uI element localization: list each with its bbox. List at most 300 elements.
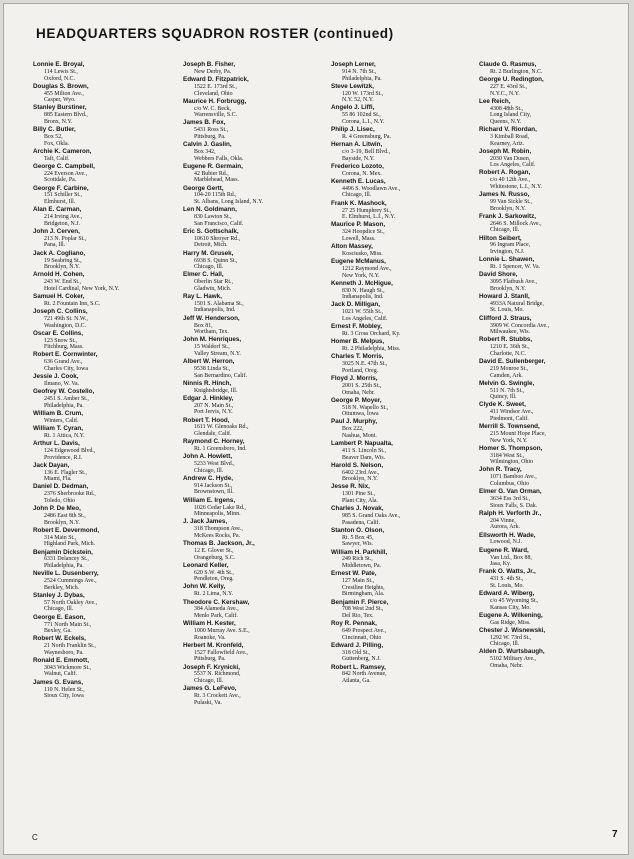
member-address-line: Marblehead, Mass. bbox=[194, 177, 239, 184]
member-address-line: Milwaukee, Wis. bbox=[490, 329, 531, 336]
member-name: Paul J. Murphy, bbox=[331, 418, 378, 426]
member-address-line: 6331 Delancey St., bbox=[44, 556, 89, 563]
member-address-line: 4933A Natural Bridge, bbox=[490, 300, 544, 307]
member-address-line: 3184 West St., bbox=[490, 452, 525, 459]
member-name: Eugene R. Ward, bbox=[479, 546, 529, 554]
member-name: Benjamin F. Pierce, bbox=[331, 598, 389, 606]
member-address-line: Charles City, Iowa bbox=[44, 365, 88, 372]
member-address-line: 1292 W. 73rd St., bbox=[490, 634, 532, 641]
member-address-line: Brownstown, Ill. bbox=[194, 489, 234, 496]
member-address-line: Waynesboro, Pa. bbox=[44, 649, 84, 656]
roster-entry bbox=[331, 104, 439, 125]
roster-entry bbox=[183, 453, 291, 474]
member-address-line: Scottdale, Pa. bbox=[44, 177, 77, 184]
member-address-line: Corona, N. Mex. bbox=[342, 170, 382, 177]
member-address-line: Rt. 2 Lima, N.Y. bbox=[194, 591, 233, 598]
member-address-line: Detroit, Mich. bbox=[194, 242, 228, 249]
member-address-line: Roanoke, Va. bbox=[194, 634, 226, 641]
roster-entry bbox=[183, 163, 291, 184]
roster-entry bbox=[183, 540, 291, 561]
member-name: Billy C. Butler, bbox=[33, 126, 76, 134]
member-address-line: Hotel Cardinal, New York, N.Y. bbox=[44, 285, 120, 292]
roster-entry bbox=[183, 228, 291, 249]
member-address-line: Pittsburg, Pa. bbox=[194, 133, 226, 140]
roster-entry bbox=[479, 61, 587, 76]
roster-entry bbox=[33, 388, 141, 409]
member-address-line: Orangeburg, S.C. bbox=[194, 554, 236, 561]
member-address-line: Camden, Ark. bbox=[490, 372, 523, 379]
member-name: Eugene A. Wilkening, bbox=[479, 611, 543, 619]
member-address-line: 55 86 102nd St., bbox=[342, 112, 381, 119]
member-name: George Gertt, bbox=[183, 184, 224, 192]
member-address-line: Washington, D.C. bbox=[44, 322, 87, 329]
member-address-line: 120 W. 173rd St., bbox=[342, 90, 384, 97]
roster-entry bbox=[479, 612, 587, 627]
roster-entry bbox=[33, 61, 141, 82]
member-address-line: Plant City, Ala. bbox=[342, 497, 378, 504]
member-address-line: Webbers Falls, Okla. bbox=[194, 155, 244, 162]
member-address-line: Box 81, bbox=[194, 322, 213, 329]
member-address-line: Columbus, Ohio bbox=[490, 480, 529, 487]
member-name: Jessie J. Cook, bbox=[33, 373, 79, 381]
member-name: Alden D. Wurtsbaugh, bbox=[479, 648, 545, 656]
member-address-line: Kearney, Ariz. bbox=[490, 140, 525, 147]
member-name: Claude G. Rasmus, bbox=[479, 61, 537, 68]
member-address-line: St. Albans, Long Island, N.Y. bbox=[194, 199, 264, 206]
member-name: Samuel H. Coker, bbox=[33, 292, 85, 300]
page-number: 7 bbox=[612, 829, 618, 840]
roster-entry bbox=[33, 679, 141, 700]
member-name: Theodore C. Kershaw, bbox=[183, 598, 250, 606]
member-address-line: Pana, Ill. bbox=[44, 242, 66, 249]
member-address-line: Glendale, Calif. bbox=[194, 431, 232, 437]
member-address-line: Chicago, Ill. bbox=[194, 678, 224, 685]
member-address-line: 2001 S. 25th St., bbox=[342, 382, 382, 389]
member-address-line: Philadelphia, Pa. bbox=[44, 402, 84, 409]
roster-entry bbox=[183, 518, 291, 539]
member-name: Douglas S. Brown, bbox=[33, 82, 89, 90]
member-name: Charles J. Novak, bbox=[331, 505, 384, 513]
member-address-line: 136 E. Flagler St., bbox=[44, 469, 87, 476]
member-address-line: Los Angeles, Calif. bbox=[342, 315, 388, 322]
roster-entry bbox=[33, 425, 141, 440]
member-address-line: Van Ltd., Box 88, bbox=[490, 554, 532, 561]
member-name: William H. Parkhill, bbox=[331, 548, 388, 556]
member-address-line: 2451 S. Amber St., bbox=[44, 396, 89, 403]
roster-entry bbox=[479, 423, 587, 444]
member-name: Eric S. Gottschalk, bbox=[183, 227, 239, 235]
member-name: Len N. Goldmann, bbox=[183, 206, 237, 214]
roster-entry bbox=[183, 76, 291, 97]
roster-entry bbox=[33, 635, 141, 656]
member-address-line: 1527 Fallowfield Ave., bbox=[194, 649, 248, 656]
member-address-line: Bexley, Ga. bbox=[44, 628, 72, 635]
member-address-line: 1026 Cedar Lake Rd., bbox=[194, 504, 246, 511]
roster-entry bbox=[33, 505, 141, 526]
member-address-line: Charlotte, N.C. bbox=[490, 350, 526, 357]
member-name: Arthur L. Davis, bbox=[33, 440, 80, 448]
member-address-line: Del Rio, Tex. bbox=[342, 613, 374, 619]
member-address-line: Oberlin Star Rt., bbox=[194, 279, 233, 286]
member-name: John W. Kelly, bbox=[183, 583, 226, 591]
member-name: Jack A. Cogliano, bbox=[33, 249, 86, 257]
member-address-line: Brooklyn, N.Y. bbox=[44, 519, 80, 526]
member-address-line: c/o W. C. Beck, bbox=[194, 105, 231, 112]
member-name: James B. Fox, bbox=[183, 119, 226, 127]
roster-entry bbox=[33, 104, 141, 125]
member-address-line: 2524 Cummings Ave., bbox=[44, 578, 97, 585]
member-name: Joseph B. Fisher, bbox=[183, 61, 236, 68]
roster-entry bbox=[183, 185, 291, 206]
roster-entry bbox=[183, 61, 291, 76]
member-name: Neville L. Dusenberry, bbox=[33, 570, 99, 578]
member-name: Daniel D. Dedman, bbox=[33, 483, 89, 491]
member-address-line: Cincinnati, Ohio bbox=[342, 634, 382, 641]
member-address-line: 1212 Raymond Ave., bbox=[342, 266, 392, 272]
roster-entry bbox=[331, 440, 439, 461]
member-name: Stanton O. Olson, bbox=[331, 526, 385, 534]
member-name: William T. Cyran, bbox=[33, 425, 83, 432]
member-address-line: 411 S. Lincoln St., bbox=[342, 448, 386, 454]
member-address-line: 204 Vinne, bbox=[490, 517, 516, 524]
roster-entry bbox=[331, 418, 439, 439]
roster-entry bbox=[183, 475, 291, 496]
member-name: Robert E. Cornwinter, bbox=[33, 351, 98, 359]
roster-entry bbox=[331, 549, 439, 570]
member-name: Lonnie E. Broyal, bbox=[33, 61, 85, 68]
member-name: Archie K. Cameron, bbox=[33, 147, 92, 155]
member-address-line: 1611 W. Glenoaks Rd., bbox=[194, 424, 249, 431]
member-address-line: Winters, Calif. bbox=[44, 417, 79, 424]
roster-entry bbox=[479, 401, 587, 422]
member-address-line: Walnut, Calif. bbox=[44, 671, 78, 678]
member-address-line: c/o 45 Wyoming St., bbox=[490, 597, 539, 604]
member-name: Thomas B. Jackson, Jr., bbox=[183, 540, 255, 548]
member-address-line: 318 Old St., bbox=[342, 649, 371, 656]
roster-entry bbox=[183, 583, 291, 598]
member-name: William E. Irgens, bbox=[183, 496, 236, 504]
roster-entry bbox=[479, 271, 587, 292]
roster-entry bbox=[479, 169, 587, 190]
member-address-line: 19 Seabring St., bbox=[44, 257, 82, 264]
member-address-line: 1000 Murray Ave. S.E., bbox=[194, 628, 250, 635]
roster-entry bbox=[33, 351, 141, 372]
member-address-line: Philadelphia, Pa. bbox=[342, 75, 382, 82]
member-name: David Shore, bbox=[479, 271, 518, 279]
member-address-line: 1301 Pine St., bbox=[342, 491, 376, 498]
member-name: Frank K. Mashock, bbox=[331, 199, 387, 207]
member-name: Oscar E. Collins, bbox=[33, 329, 84, 337]
member-name: Merrill S. Townsend, bbox=[479, 423, 540, 431]
roster-entry bbox=[183, 293, 291, 314]
member-name: George U. Redington, bbox=[479, 76, 544, 84]
member-address-line: 5102 Military Ave., bbox=[490, 656, 537, 663]
member-address-line: 224 Everson Ave., bbox=[44, 170, 88, 177]
roster-entry bbox=[331, 126, 439, 141]
roster-entry bbox=[479, 76, 587, 97]
roster-entry bbox=[479, 191, 587, 212]
member-address-line: Chicago, Ill. bbox=[194, 467, 224, 474]
member-address-line: 830 Lawton St., bbox=[194, 214, 232, 221]
member-address-line: 5431 Ross St., bbox=[194, 127, 229, 134]
roster-entry bbox=[33, 228, 141, 249]
roster-entry bbox=[183, 250, 291, 271]
member-address-line: Rt. 2 Fountain Inn, S.C. bbox=[44, 300, 101, 307]
roster-entry bbox=[33, 483, 141, 504]
member-address-line: Miami, Fla. bbox=[44, 476, 72, 483]
roster-entry bbox=[183, 141, 291, 162]
roster-entry bbox=[479, 293, 587, 314]
member-address-line: 3043 Wickmore St., bbox=[44, 664, 92, 671]
member-address-line: 110 N. Helen St., bbox=[44, 686, 85, 693]
member-address-line: Knightsbridge, Ill. bbox=[194, 387, 238, 394]
member-address-line: Brooklyn, N.Y. bbox=[490, 205, 526, 212]
member-address-line: 6938 S. Quinn St., bbox=[194, 257, 238, 264]
roster-entry bbox=[331, 141, 439, 162]
roster-entry bbox=[331, 505, 439, 526]
roster-entry bbox=[33, 271, 141, 292]
roster-entry bbox=[183, 119, 291, 140]
member-name: Alan E. Carman, bbox=[33, 206, 82, 214]
member-name: Richard V. Riordan, bbox=[479, 126, 537, 134]
roster-entry bbox=[183, 664, 291, 685]
member-name: J. Jack James, bbox=[183, 518, 228, 526]
member-address-line: 151 Schiller St., bbox=[44, 192, 82, 199]
member-address-line: 219 Monroe St., bbox=[490, 365, 529, 372]
member-address-line: Lowell, Mass. bbox=[342, 235, 376, 242]
member-name: Lambert P. Napualta, bbox=[331, 440, 393, 448]
member-address-line: 885 Eastern Blvd., bbox=[44, 112, 88, 119]
member-name: James G. LeFevo, bbox=[183, 685, 237, 693]
member-name: David E. Sullenberger, bbox=[479, 358, 546, 366]
member-address-line: New York, N.Y. bbox=[490, 437, 528, 444]
member-name: Clifford J. Straus, bbox=[479, 314, 532, 322]
member-address-line: 384 Alameda Ave., bbox=[194, 606, 239, 613]
member-address-line: Taft, Calif. bbox=[44, 155, 70, 162]
roster-entry bbox=[331, 570, 439, 598]
member-name: Andrew C. Hyde, bbox=[183, 474, 234, 482]
member-address-line: Aurora, Ark. bbox=[490, 524, 520, 531]
member-name: Ernest F. Mobley, bbox=[331, 323, 382, 331]
member-address-line: 2376 Sherbrooke Rd., bbox=[44, 491, 96, 498]
member-address-line: 2486 East 8th St., bbox=[44, 513, 86, 520]
roster-entry bbox=[331, 323, 439, 338]
member-name: Robert T. Hood, bbox=[183, 416, 230, 424]
member-name: Joseph C. Collins, bbox=[33, 308, 88, 316]
member-name: Edward A. Wiberg, bbox=[479, 590, 535, 597]
member-address-line: Atlanta, Ga. bbox=[342, 678, 371, 685]
member-name: Frank J. Sarkowitz, bbox=[479, 212, 537, 220]
member-name: Stanley Burstiner, bbox=[33, 104, 87, 112]
member-address-line: Box 52, bbox=[44, 133, 63, 140]
member-name: Ellsworth H. Wade, bbox=[479, 531, 536, 539]
member-name: John M. Henriques, bbox=[183, 336, 242, 344]
roster-entry bbox=[479, 235, 587, 256]
member-name: George C. Campbell, bbox=[33, 162, 95, 170]
roster-entry bbox=[479, 627, 587, 648]
member-address-line: Brooklyn, N.Y. bbox=[342, 476, 378, 483]
roster-entry bbox=[33, 410, 141, 425]
member-address-line: 5537 N. Richmond, bbox=[194, 671, 241, 678]
roster-entry bbox=[33, 549, 141, 570]
roster-entry bbox=[479, 510, 587, 531]
member-address-line: Toledo, Ohio bbox=[44, 497, 75, 504]
member-address-line: Sioux Falls, S. Dak. bbox=[490, 502, 538, 509]
member-name: Elmer C. Hall, bbox=[183, 271, 224, 279]
roster-entry bbox=[183, 395, 291, 416]
roster-entry bbox=[33, 570, 141, 591]
member-address-line: 914 Jackson St., bbox=[194, 482, 233, 489]
member-address-line: 842 North Avenue, bbox=[342, 671, 387, 678]
member-name: John A. Howlett, bbox=[183, 453, 233, 461]
member-name: John P. De Meo, bbox=[33, 505, 81, 513]
member-address-line: Gladwin, Mich. bbox=[194, 285, 232, 292]
roster-entry bbox=[331, 221, 439, 242]
member-address-line: Corona, L.I., N.Y. bbox=[342, 118, 385, 125]
member-address-line: 3909 W. Concordia Ave., bbox=[490, 322, 550, 329]
member-address-line: Menlo Park, Calif. bbox=[194, 613, 238, 619]
member-address-line: 12 E. Glover St., bbox=[194, 547, 234, 554]
member-address-line: 227 E. 43rd St., bbox=[490, 84, 527, 90]
roster-entry bbox=[479, 98, 587, 126]
roster-column-1 bbox=[33, 61, 141, 700]
member-address-line: 708 West 2nd St., bbox=[342, 606, 384, 613]
member-name: Edward J. Pilling, bbox=[331, 641, 384, 649]
member-name: Harold S. Nelson, bbox=[331, 461, 384, 469]
roster-entry bbox=[33, 373, 141, 388]
roster-entry bbox=[479, 213, 587, 234]
roster-entry bbox=[183, 206, 291, 227]
member-address-line: Box 222, bbox=[342, 426, 364, 433]
roster-entry bbox=[331, 280, 439, 301]
member-address-line: Cleveland, Ohio bbox=[194, 90, 233, 97]
member-address-line: 3095 Flatbush Ave., bbox=[490, 279, 538, 286]
member-address-line: 985 S. Grand Oaks Ave., bbox=[342, 513, 401, 520]
member-address-line: Pendleton, Oreg. bbox=[194, 576, 234, 583]
member-address-line: Oxford, N.C. bbox=[44, 75, 76, 82]
member-address-line: 914 N. 7th St., bbox=[342, 68, 377, 75]
member-name: Steve Lewitzk, bbox=[331, 82, 375, 90]
member-name: Maurice H. Forbrugg, bbox=[183, 97, 247, 105]
member-name: Leonard Keller, bbox=[183, 561, 229, 569]
footer-mark: C bbox=[32, 833, 38, 842]
member-address-line: Pasadena, Calif. bbox=[342, 519, 381, 526]
member-name: Lonnie L. Shawen, bbox=[479, 256, 535, 264]
member-address-line: Gas Ridge, Miss. bbox=[490, 619, 531, 626]
member-name: Herbert M. Kronfeld, bbox=[183, 641, 244, 649]
roster-entry bbox=[479, 380, 587, 401]
roster-entry bbox=[331, 397, 439, 418]
member-name: Robert W. Eckels, bbox=[33, 635, 86, 643]
roster-entry bbox=[479, 568, 587, 589]
member-name: Philip J. Lisec, bbox=[331, 126, 375, 134]
member-address-line: Philadelphia, Pa. bbox=[44, 563, 84, 570]
roster-column-4 bbox=[479, 61, 587, 670]
member-address-line: E. Elmhurst, L.I., N.Y. bbox=[342, 214, 396, 221]
member-address-line: Beaver Dam, Wis. bbox=[342, 454, 386, 461]
member-address-line: c/o 3-19, Bell Blvd., bbox=[342, 149, 391, 156]
member-name: Hernan A. Litwin, bbox=[331, 141, 383, 149]
member-address-line: 9538 Linda St., bbox=[194, 365, 231, 372]
roster-entry bbox=[331, 178, 439, 199]
page-title: HEADQUARTERS SQUADRON ROSTER (continued) bbox=[36, 26, 394, 41]
member-name: Frederico Lozoto, bbox=[331, 162, 384, 170]
member-name: Robert R. Stubbs, bbox=[479, 336, 533, 344]
member-address-line: 215 Mount Hope Place, bbox=[490, 431, 546, 437]
member-address-line: Bayside, N.Y. bbox=[342, 155, 375, 162]
member-address-line: Bronx, N.Y. bbox=[44, 118, 73, 125]
member-name: Ronald E. Emmott, bbox=[33, 656, 89, 664]
member-address-line: 6402 23rd Ave., bbox=[342, 469, 380, 476]
member-name: Homer S. Thompson, bbox=[479, 444, 543, 452]
roster-entry bbox=[479, 488, 587, 509]
member-address-line: Kansas City, Mo. bbox=[490, 604, 531, 611]
member-address-line: Sawyer, Wis. bbox=[342, 541, 373, 548]
roster-entry bbox=[479, 547, 587, 568]
member-address-line: Minneapolis, Minn. bbox=[194, 511, 241, 518]
member-name: Calvin J. Gaslin, bbox=[183, 141, 232, 149]
roster-entry bbox=[331, 664, 439, 685]
member-address-line: New York, N.Y. bbox=[342, 272, 380, 279]
member-address-line: 1522 E. 173rd St., bbox=[194, 84, 237, 90]
member-address-line: 214 Irving Ave., bbox=[44, 214, 83, 221]
member-address-line: Wilmington, Ohio bbox=[490, 459, 533, 466]
member-address-line: 127 Main St., bbox=[342, 578, 375, 585]
member-address-line: 21 North Franklin St., bbox=[44, 643, 96, 650]
member-address-line: 1210 E. 36th St., bbox=[490, 344, 530, 351]
member-address-line: Port Jervis, N.Y. bbox=[194, 409, 233, 416]
roster-entry bbox=[33, 527, 141, 548]
member-address-line: 431 S. 4th St., bbox=[490, 576, 524, 583]
roster-entry bbox=[33, 308, 141, 329]
member-address-line: 636 Grand Ave., bbox=[44, 359, 83, 366]
member-address-line: 511 N. 7th St., bbox=[490, 387, 525, 394]
member-name: George P. Moyer, bbox=[331, 396, 382, 404]
member-name: Ninnis R. Hinch, bbox=[183, 379, 232, 387]
member-name: Maurice P. Mason, bbox=[331, 221, 386, 229]
roster-entry bbox=[183, 497, 291, 518]
member-address-line: Ottumwa, Iowa bbox=[342, 411, 379, 418]
member-address-line: 99 Van Sickle St., bbox=[490, 199, 532, 206]
member-name: Kenneth E. Lucas, bbox=[331, 177, 386, 185]
member-address-line: San Francisco, Calif. bbox=[194, 220, 244, 227]
member-address-line: Fitchburg, Mass. bbox=[44, 344, 84, 351]
member-address-line: Providence, R.I. bbox=[44, 454, 83, 461]
member-address-line: c/o 40 12th Ave., bbox=[490, 177, 530, 184]
member-address-line: 104-20 115th Rd., bbox=[194, 192, 237, 199]
roster-entry bbox=[331, 243, 439, 258]
roster-entry bbox=[33, 206, 141, 227]
member-address-line: 207 N. Main St., bbox=[194, 402, 234, 409]
member-address-line: 3 Kimball Road, bbox=[490, 133, 530, 140]
member-address-line: Rt. 3 Cross Orchard, Ky. bbox=[342, 331, 401, 338]
member-address-line: Fox, Okla. bbox=[44, 140, 70, 147]
roster-entry bbox=[479, 315, 587, 336]
roster-entry bbox=[331, 353, 439, 374]
roster-entry bbox=[183, 642, 291, 663]
roster-entry bbox=[479, 148, 587, 169]
member-address-line: Omaha, Nebr. bbox=[490, 662, 523, 669]
member-name: Kenneth J. McHigue, bbox=[331, 279, 393, 287]
roster-entry bbox=[479, 256, 587, 271]
roster-entry bbox=[183, 336, 291, 357]
roster-entry bbox=[331, 527, 439, 548]
member-address-line: Brooklyn, N.Y. bbox=[490, 285, 526, 292]
member-address-line: Rt. 1 Greensboro, Ind. bbox=[194, 446, 247, 453]
member-name: Albert W. Herron, bbox=[183, 358, 235, 366]
member-name: Hilton Seibert, bbox=[479, 234, 522, 242]
member-address-line: Middletown, Pa. bbox=[342, 563, 382, 570]
